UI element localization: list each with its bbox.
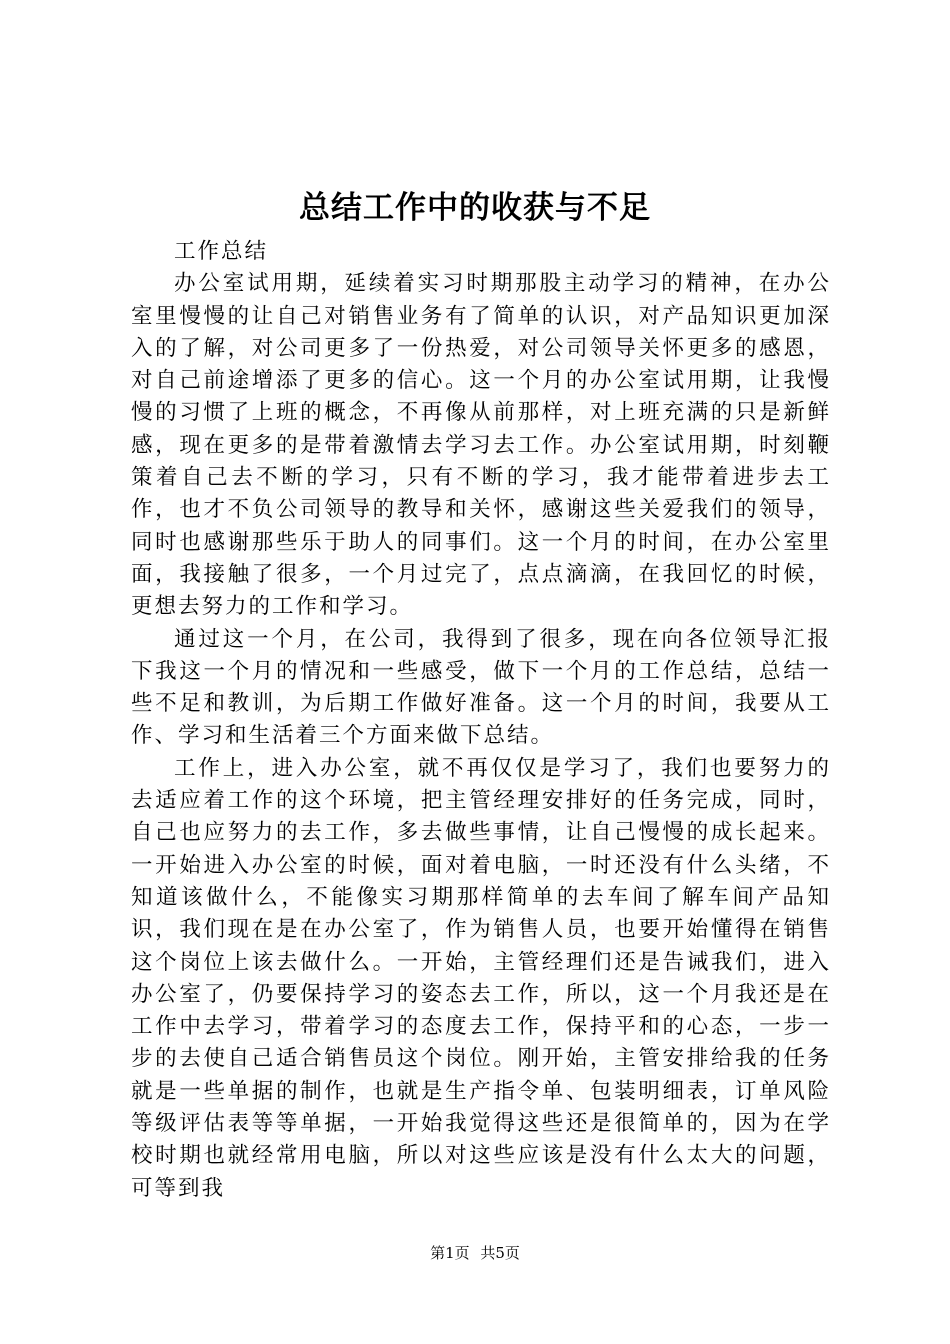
page-footer [0,1243,950,1263]
body-paragraph: 工作上，进入办公室，就不再仅仅是学习了，我们也要努力的去适应着工作的这个环境，把主管经理安排好的任务完成，同时，自己也应努力的去工作，多去做些事情，让自己慢慢的成长起来。一开始进入办公室的时候，面对着电脑，一时还没有什么头绪，不知道该做什么，不能像实习期那样简单的去车间了解车间产品知识，我们现在是在办公室了，作为销售人员，也要开始懂得在销售这个岗位上该去做什么。一开始，主管经理们还是告诫我们，进入办公室了，仍要保持学习的姿态去工作，所以，这一个月我还是在工作中去学习，带着学习的态度去工作，保持平和的心态，一步一步的去使自己适合销售员这个岗位。刚开始，主管安排给我的任务就是一些单据的制作，也就是生产指令单、包装明细表，订单风险等级评估表等等单据，一开始我觉得这些还是很简单的，因为在学校时期也就经常用电脑，所以对这些应该是没有什么太大的问题，可等到我 [131,755,831,1201]
body-paragraph: 办公室试用期，延续着实习时期那股主动学习的精神，在办公室里慢慢的让自己对销售业务有了简单的认识，对产品知识更加深入的了解，对公司更多了一份热爱，对公司领导关怀更多的感恩，对自己前途增添了更多的信心。这一个月的办公室试用期，让我慢慢的习惯了上班的概念，不再像从前那样，对上班充满的只是新鲜感，现在更多的是带着激情去学习去工作。办公室试用期，时刻鞭策着自己去不断的学习，只有不断的学习，我才能带着进步去工作，也才不负公司领导的教导和关怀，感谢这些关爱我们的领导，同时也感谢那些乐于助人的同事们。这一个月的时间，在办公室里面，我接触了很多，一个月过完了，点点滴滴，在我回忆的时候，更想去努力的工作和学习。 [131,271,831,620]
page-total: 共5页 [480,1244,520,1262]
body-paragraph: 通过这一个月，在公司，我得到了很多，现在向各位领导汇报下我这一个月的情况和一些感受，做下一个月的工作总结，总结一些不足和教训，为后期工作做好准备。这一个月的时间，我要从工作、学习和生活着三个方面来做下总结。 [131,626,831,749]
document-body [131,236,831,1205]
document-title: 总结工作中的收获与不足 [299,190,651,226]
section-heading: 工作总结 [174,239,269,264]
page-number: 第1页 [430,1244,470,1262]
